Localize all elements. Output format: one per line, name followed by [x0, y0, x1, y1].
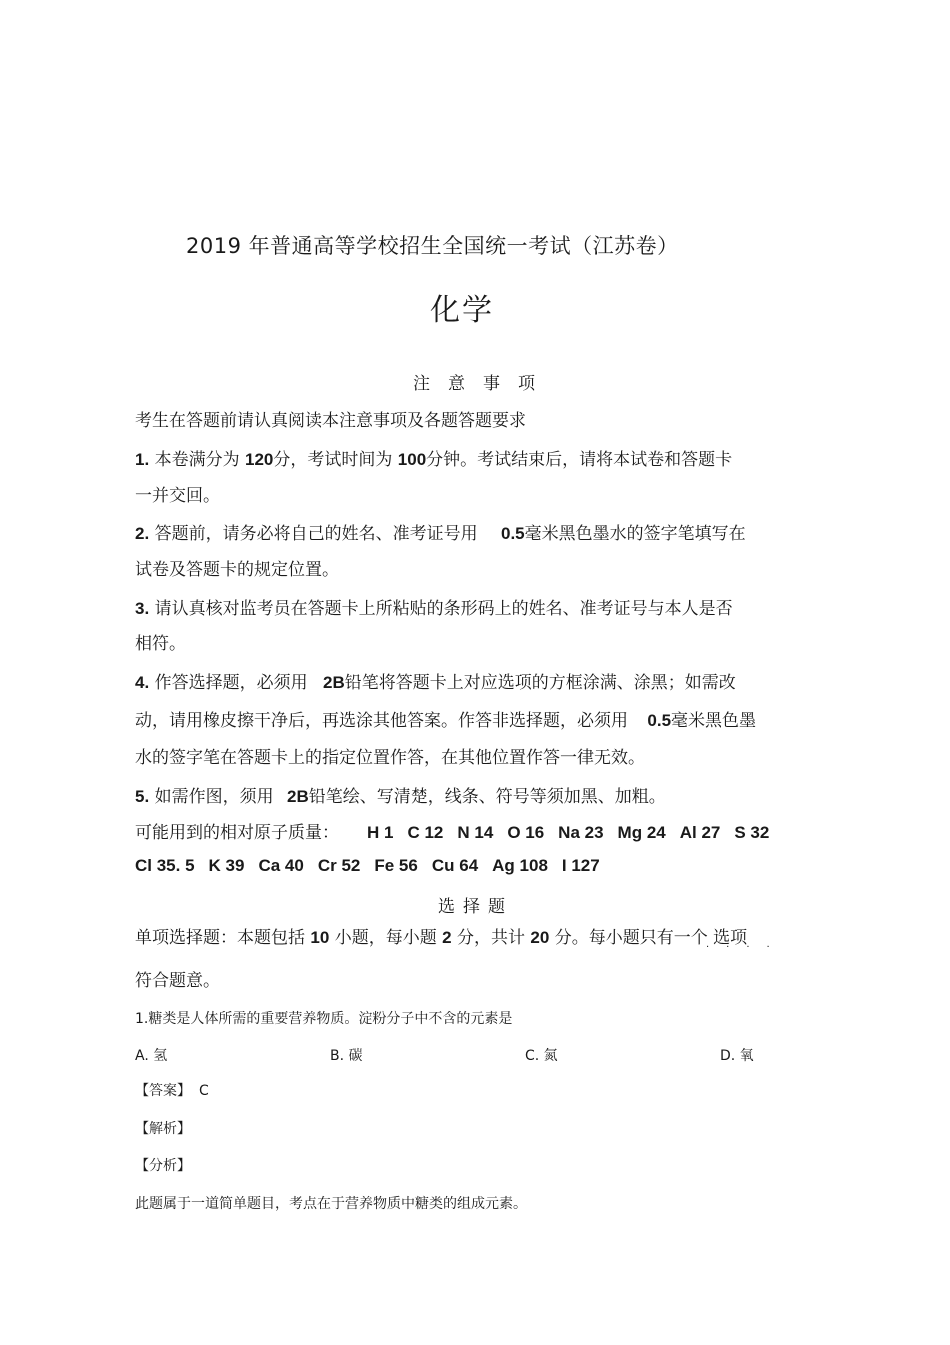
notice-item-5: 5. 如需作图，须用 2B铅笔绘、写清楚，线条、符号等须加黑、加粗。: [135, 787, 666, 807]
answer-value: C: [199, 1083, 209, 1099]
analysis-sub-label: 【分析】: [135, 1158, 191, 1174]
notice-heading: 注意事项: [413, 374, 553, 394]
option-c: C. 氮: [525, 1048, 558, 1064]
analysis-text: 此题属于一道简单题目，考点在于营养物质中糖类的组成元素。: [135, 1196, 527, 1212]
notice-item-3: 3. 请认真核对监考员在答题卡上所粘贴的条形码上的姓名、准考证号与本人是否: [135, 599, 733, 619]
notice-item-2: 2. 答题前，请务必将自己的姓名、准考证号用 0.5毫米黑色墨水的签字笔填写在: [135, 524, 746, 544]
section-instructions-cont: 符合题意。: [135, 971, 220, 991]
atomic-mass-list-1: H 1 C 12 N 14 O 16 Na 23 Mg 24 Al 27 S 32: [367, 823, 770, 842]
notice-item-2-cont: 试卷及答题卡的规定位置。: [135, 560, 339, 580]
answer-label: 【答案】: [135, 1083, 191, 1099]
section-instructions: 单项选择题：本题包括 10 小题，每小题 2 分，共计 20 分。每小题只有一个 选项: [135, 928, 748, 948]
notice-item-3-cont: 相符。: [135, 634, 186, 654]
option-a: A. 氢: [135, 1048, 168, 1064]
emphasis-dots: ····: [706, 942, 787, 953]
atomic-mass-line-2: Cl 35. 5 K 39 Ca 40 Cr 52 Fe 56 Cu 64 Ag 108 I 127: [135, 856, 600, 875]
notice-intro: 考生在答题前请认真阅读本注意事项及各题答题要求: [135, 411, 526, 431]
subject-title: 化学: [430, 293, 494, 328]
notice-item-4: 4. 作答选择题，必须用 2B铅笔将答题卡上对应选项的方框涂满、涂黑；如需改: [135, 673, 736, 693]
option-b: B. 碳: [330, 1048, 363, 1064]
analysis-label: 【解析】: [135, 1121, 191, 1137]
option-d: D. 氧: [720, 1048, 754, 1064]
notice-item-1: 1. 本卷满分为 120分，考试时间为 100分钟。考试结束后，请将本试卷和答题卡: [135, 450, 733, 470]
notice-item-4-cont2: 水的签字笔在答题卡上的指定位置作答，在其他位置作答一律无效。: [135, 748, 645, 768]
answer-line: [135, 1080, 209, 1100]
notice-item-4-cont: 动，请用橡皮擦干净后，再选涂其他答案。作答非选择题，必须用 0.5毫米黑色墨: [135, 711, 757, 731]
section-heading: 选择题: [438, 897, 513, 917]
exam-title: 2019 年普通高等学校招生全国统一考试（江苏卷）: [186, 234, 679, 258]
notice-item-1-cont: 一并交回。: [135, 486, 220, 506]
atomic-mass-line-1: 可能用到的相对原子质量： H 1 C 12 N 14 O 16 Na 23 Mg 24 Al 27 S 32: [135, 818, 783, 843]
question-stem: 1.糖类是人体所需的重要营养物质。淀粉分子中不含的元素是: [135, 1011, 513, 1027]
